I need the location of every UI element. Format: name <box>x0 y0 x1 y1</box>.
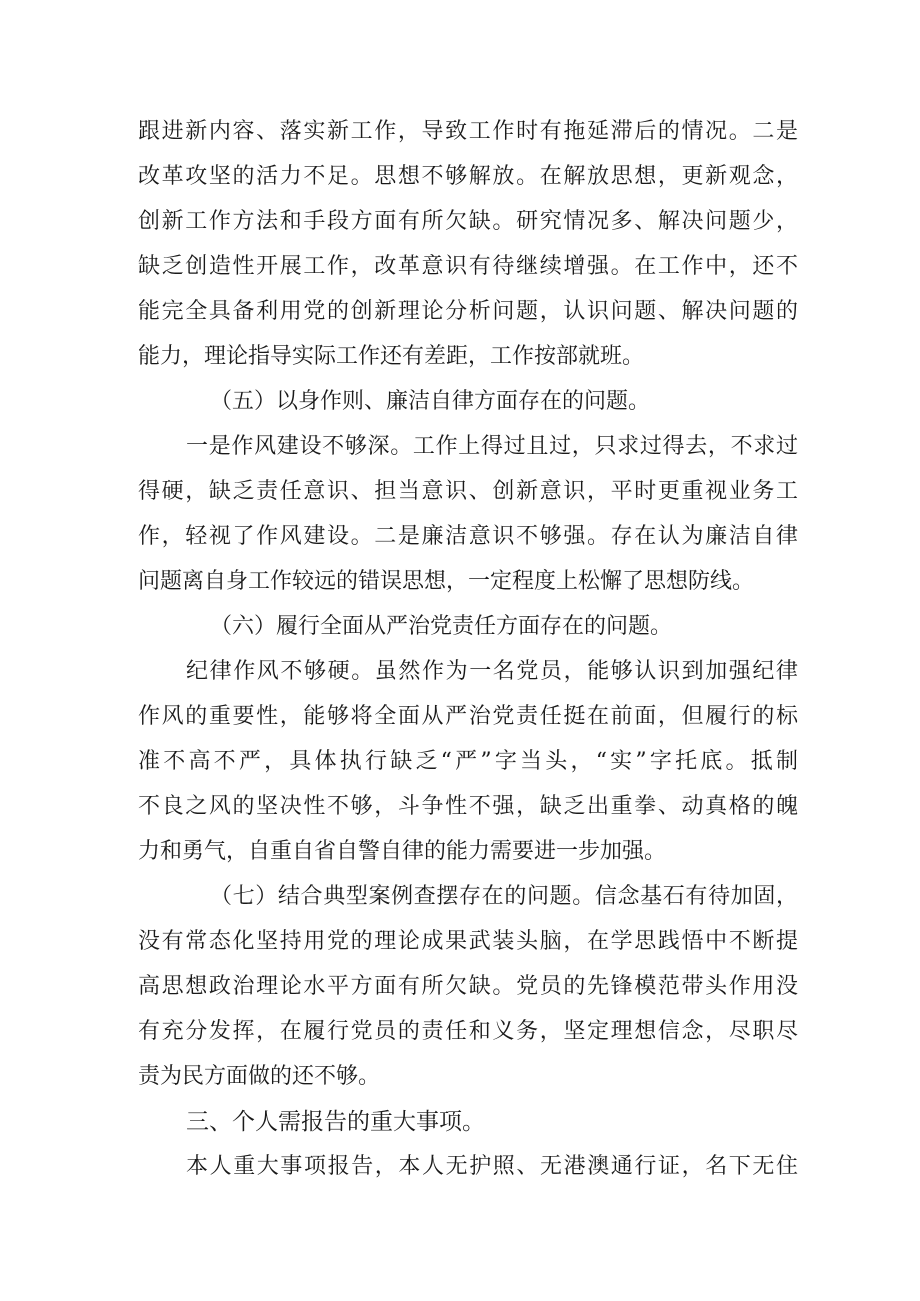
text-line: 作，轻视了作风建设。二是廉洁意识不够强。存在认为廉洁自律 <box>138 524 798 549</box>
paragraph-first-line: 一是作风建设不够深。工作上得过且过，只求过得去，不求过 <box>186 434 798 459</box>
text-line: 改革攻坚的活力不足。思想不够解放。在解放思想，更新观念， <box>138 164 798 189</box>
text-line: 没有常态化坚持用党的理论成果武装头脑，在学思践悟中不断提 <box>138 929 798 954</box>
text-line: 作风的重要性，能够将全面从严治党责任挺在前面，但履行的标 <box>138 704 798 729</box>
section-subheading-6: （六）履行全面从严治党责任方面存在的问题。 <box>210 614 673 639</box>
text-line: 缺乏创造性开展工作，改革意识有待继续增强。在工作中，还不 <box>138 254 798 279</box>
text-line: 跟进新内容、落实新工作，导致工作时有拖延滞后的情况。二是 <box>138 119 798 144</box>
text-line: 问题离自身工作较远的错误思想，一定程度上松懈了思想防线。 <box>138 569 755 594</box>
text-line: 能力，理论指导实际工作还有差距，工作按部就班。 <box>138 344 645 369</box>
text-line: 准不高不严，具体执行缺乏“严”字当头，“实”字托底。抵制 <box>138 749 798 774</box>
paragraph-first-line: 纪律作风不够硬。虽然作为一名党员，能够认识到加强纪律 <box>186 659 798 684</box>
text-line: 能完全具备利用党的创新理论分析问题，认识问题、解决问题的 <box>138 299 798 324</box>
section-subheading-5: （五）以身作则、廉洁自律方面存在的问题。 <box>210 389 651 414</box>
text-line: 责为民方面做的还不够。 <box>138 1064 381 1089</box>
section-subheading-7: （七）结合典型案例查摆存在的问题。信念基石有待加固， <box>210 884 798 909</box>
section-heading-3: 三、个人需报告的重大事项。 <box>186 1109 485 1135</box>
text-line: 力和勇气，自重自省自警自律的能力需要进一步加强。 <box>138 839 667 864</box>
text-line: 高思想政治理论水平方面有所欠缺。党员的先锋模范带头作用没 <box>138 974 798 999</box>
text-line: 得硬，缺乏责任意识、担当意识、创新意识，平时更重视业务工 <box>138 479 798 504</box>
text-line: 不良之风的坚决性不够，斗争性不强，缺乏出重拳、动真格的魄 <box>138 794 798 819</box>
paragraph-first-line: 本人重大事项报告，本人无护照、无港澳通行证，名下无住 <box>186 1154 798 1179</box>
text-line: 有充分发挥，在履行党员的责任和义务，坚定理想信念，尽职尽 <box>138 1019 798 1044</box>
text-line: 创新工作方法和手段方面有所欠缺。研究情况多、解决问题少， <box>138 209 798 234</box>
